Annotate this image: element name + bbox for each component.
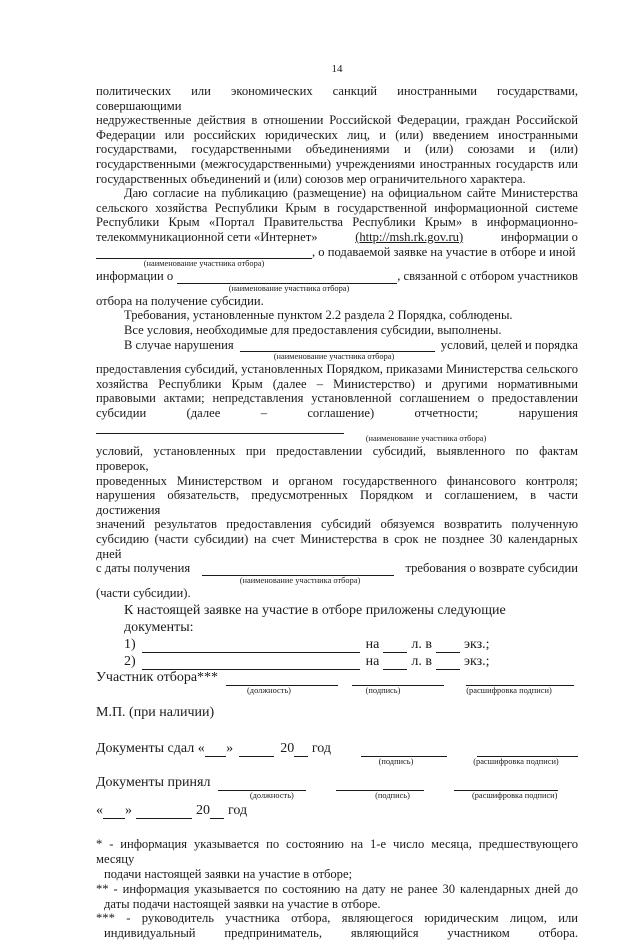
text-line xyxy=(96,338,578,353)
site-link[interactable]: (http://msh.rk.gov.ru) xyxy=(355,229,464,244)
signature-field[interactable] xyxy=(352,671,444,686)
text-line: Даю согласие на публикацию (размещение) на официальном сайте Министерства xyxy=(124,186,578,201)
accepted-block xyxy=(96,775,578,819)
copies-field[interactable] xyxy=(436,656,460,670)
signature-caption: (подпись) xyxy=(375,791,410,801)
text-fragment: требования о возврате субсидии xyxy=(405,561,578,576)
text-fragment: 20 xyxy=(280,741,295,757)
day-field[interactable] xyxy=(205,742,226,757)
text-line xyxy=(96,269,578,284)
text-line: государствами, государственными объединениями и (или) союзами и (или) xyxy=(96,142,578,157)
text-fragment: – xyxy=(260,405,267,420)
month-field[interactable] xyxy=(136,804,192,819)
participant-name-field[interactable] xyxy=(240,340,435,352)
stamp-label: М.П. (при наличии) xyxy=(96,705,215,721)
field-caption: (наименование участника отбора) xyxy=(228,283,350,293)
submitted-label: Документы сдал « xyxy=(96,741,205,757)
text-fragment: информации о xyxy=(500,229,578,244)
text-fragment: условий, целей и порядка xyxy=(440,337,578,352)
text-line: отбора на получение субсидии. xyxy=(96,293,264,308)
text-line: нарушения обязательств, предусмотренных Порядком и соглашением, в части достижения xyxy=(96,488,578,517)
participant-signature-block xyxy=(96,670,578,696)
attachments-intro: К настоящей заявке на участие в отборе приложены следующие документы: xyxy=(124,603,506,636)
document-name-field[interactable] xyxy=(142,639,360,653)
text-fragment: год xyxy=(228,803,248,819)
text-fragment: субсидии xyxy=(96,405,147,420)
text-fragment: отчетности; xyxy=(414,405,479,420)
footnote-line: ** - информация указывается по состоянию на дату не ранее 30 календарных дней до xyxy=(96,881,578,896)
month-field[interactable] xyxy=(239,742,274,757)
text-fragment: , связанной с отбором участников xyxy=(397,269,578,284)
position-field[interactable] xyxy=(218,776,306,791)
field-caption: (наименование участника отбора) xyxy=(273,352,395,362)
footnotes xyxy=(96,837,578,941)
text-fragment: « xyxy=(96,803,103,819)
text-line: условий, установленных при предоставлении субсидий, выявленного по фактам проверок, xyxy=(96,444,578,474)
decoding-caption: (расшифровка подписи) xyxy=(473,757,559,767)
signature-decoding-field[interactable] xyxy=(466,671,574,686)
text-line: правовыми актами; непредставления установленной соглашением о предоставлении xyxy=(96,391,578,406)
decoding-caption: (расшифровка подписи) xyxy=(466,686,552,696)
text-fragment: на xyxy=(365,654,380,670)
text-line: политических или экономических санкций иностранными государствами, совершающими xyxy=(96,84,578,113)
day-field[interactable] xyxy=(103,804,125,819)
text-fragment: л. в xyxy=(411,654,432,670)
text-fragment: В случае нарушения xyxy=(124,337,234,352)
text-fragment: л. в xyxy=(411,637,432,653)
submitted-captions xyxy=(96,757,578,767)
field-caption: (наименование участника отбора) xyxy=(239,575,361,585)
accepted-captions xyxy=(96,791,578,801)
page-number: 14 xyxy=(331,63,343,75)
text-line: Республики Крым «Портал Правительства Республики Крым» в информационно- xyxy=(96,215,578,230)
year-field[interactable] xyxy=(294,742,308,757)
submitted-row xyxy=(96,741,578,757)
accepted-date-row xyxy=(96,803,578,819)
attachment-item xyxy=(96,636,578,653)
submitted-block xyxy=(96,741,578,767)
text-line: государственными (межгосударственными) учреждениями иностранных государств или xyxy=(96,156,578,171)
signature-row xyxy=(96,670,578,686)
conditions-met-text: Все условия, необходимые для предоставления субсидии, выполнены. xyxy=(124,322,502,337)
text-fragment: на xyxy=(365,637,380,653)
text-line: значений результатов предоставления субсидий обязуемся возвратить полученную xyxy=(96,517,578,532)
signature-decoding-field[interactable] xyxy=(454,776,558,791)
participant-name-field[interactable] xyxy=(177,272,397,284)
text-line: Федерации или российских юридических лиц, и (или) введением иностранными xyxy=(96,127,578,142)
position-caption: (должность) xyxy=(247,686,291,696)
item-number: 1) xyxy=(124,637,136,653)
text-fragment: (далее xyxy=(186,405,221,420)
text-fragment: с даты получения xyxy=(96,561,191,576)
decoding-caption: (расшифровка подписи) xyxy=(471,791,558,801)
text-line: недружественные действия в отношении Российской Федерации, граждан Российской xyxy=(96,113,578,128)
year-field[interactable] xyxy=(210,804,224,819)
text-fragment: экз.; xyxy=(464,654,490,670)
text-line xyxy=(96,420,578,434)
field-caption: (наименование участника отбора) xyxy=(143,259,265,269)
participant-name-field[interactable] xyxy=(202,564,394,576)
text-line xyxy=(96,561,578,576)
footnote-line: *** - руководитель участника отбора, являющегося юридическим лицом, или xyxy=(96,911,578,926)
signature-captions xyxy=(96,686,578,696)
text-line: государственных объединений и (или) союзов мер ограничительного характера. xyxy=(96,171,526,186)
text-line: хозяйства Республики Крым (далее – Министерство) и другими нормативными xyxy=(96,376,578,391)
violation-paragraph xyxy=(96,338,578,601)
text-fragment: нарушения xyxy=(518,405,578,420)
footnote-line: подачи настоящей заявки на участие в отборе; xyxy=(104,867,353,881)
accepted-row xyxy=(96,775,578,791)
signature-caption: (подпись) xyxy=(365,686,401,696)
signature-field[interactable] xyxy=(336,776,424,791)
participant-label: Участник отбора*** xyxy=(96,670,219,686)
text-line: (части субсидии). xyxy=(96,585,191,600)
footnote-line: индивидуальный предприниматель, являющийся участником отбора. xyxy=(104,926,578,941)
requirements-met-text: Требования, установленные пунктом 2.2 раздела 2 Порядка, соблюдены. xyxy=(124,308,513,323)
text-fragment: год xyxy=(311,741,331,757)
text-fragment: телекоммуникационной сети «Интернет» xyxy=(96,229,318,244)
participant-name-field[interactable] xyxy=(96,247,312,259)
signature-field[interactable] xyxy=(361,742,447,757)
attachments-block xyxy=(96,602,578,670)
text-line xyxy=(96,245,578,260)
position-field[interactable] xyxy=(226,671,338,686)
footnote-line: даты подачи настоящей заявки на участие в отборе. xyxy=(104,896,381,911)
consent-paragraph xyxy=(96,186,578,308)
document-name-field[interactable] xyxy=(142,656,360,670)
text-fragment: 20 xyxy=(196,803,210,819)
signature-decoding-field[interactable] xyxy=(477,742,578,757)
footnote-line: * - информация указывается по состоянию на 1-е число месяца, предшествующего месяцу xyxy=(96,837,578,867)
text-line xyxy=(96,406,578,421)
copies-field[interactable] xyxy=(436,639,460,653)
text-fragment: экз.; xyxy=(464,637,490,653)
position-caption: (должность) xyxy=(249,791,294,801)
text-fragment: соглашение) xyxy=(307,405,375,420)
text-fragment: » xyxy=(226,741,234,757)
text-line: предоставления субсидий, установленных Порядком, приказами Министерства сельского xyxy=(96,362,578,377)
sanctions-paragraph xyxy=(96,84,578,186)
text-line xyxy=(96,230,578,245)
field-caption: (наименование участника отбора) xyxy=(365,434,487,444)
pages-field[interactable] xyxy=(383,639,407,653)
signature-caption: (подпись) xyxy=(378,757,414,767)
accepted-label: Документы принял xyxy=(96,775,211,791)
text-fragment: информации о xyxy=(96,269,174,284)
text-line: проведенных Министерством и органом государственного финансового контроля; xyxy=(96,473,578,488)
text-line: сельского хозяйства Республики Крым в государственной информационной системе xyxy=(96,200,578,215)
text-fragment: » xyxy=(125,803,132,819)
attachment-item xyxy=(96,653,578,670)
participant-name-field[interactable] xyxy=(96,422,344,434)
pages-field[interactable] xyxy=(383,656,407,670)
item-number: 2) xyxy=(124,654,136,670)
text-line: субсидию (части субсидии) на счет Министерства в срок не позднее 30 календарных дней xyxy=(96,532,578,561)
text-fragment: , о подаваемой заявке на участие в отборе и иной xyxy=(312,244,576,259)
